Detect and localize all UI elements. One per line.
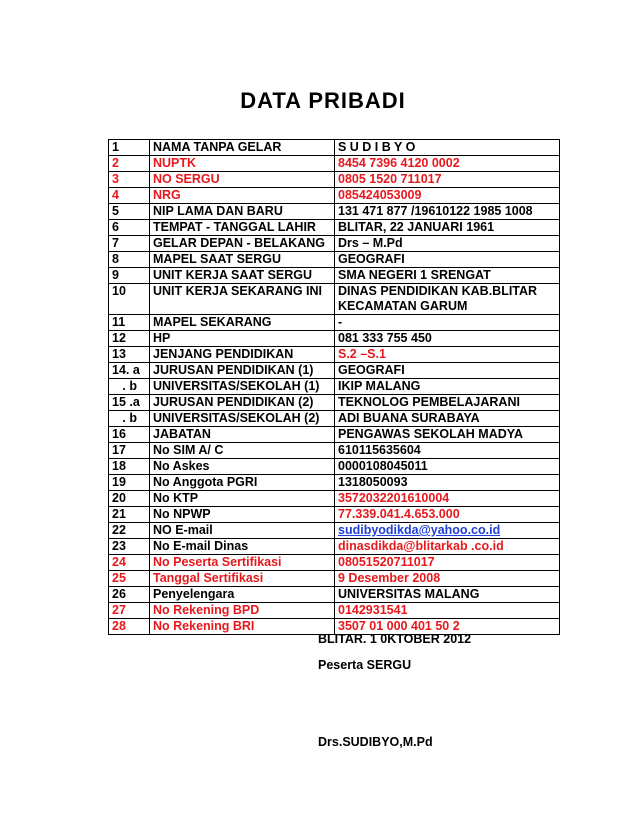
row-label: No Peserta Sertifikasi [150,555,335,571]
table-row [109,188,560,204]
row-value-line-2: KECAMATAN GARUM [338,299,468,313]
row-label: JURUSAN PENDIDIKAN (2) [150,395,335,411]
row-label: UNIVERSITAS/SEKOLAH (2) [150,411,335,427]
personal-data-table [108,139,560,635]
signature-role: Peserta SERGU [318,658,412,672]
row-number: 27 [109,603,150,619]
row-number: 5 [109,204,150,220]
row-value: S U D I B Y O [335,140,560,156]
row-label: No NPWP [150,507,335,523]
table-row [109,156,560,172]
row-label: HP [150,331,335,347]
table-row [109,507,560,523]
row-label: UNIVERSITAS/SEKOLAH (1) [150,379,335,395]
row-number: 1 [109,140,150,156]
table-row [109,603,560,619]
row-number: . b [109,411,150,427]
row-number: 18 [109,459,150,475]
row-label: GELAR DEPAN - BELAKANG [150,236,335,252]
row-number: 9 [109,268,150,284]
row-label: NRG [150,188,335,204]
table-row [109,252,560,268]
table-row [109,523,560,539]
row-number: 13 [109,347,150,363]
row-label: No Askes [150,459,335,475]
table-row [109,331,560,347]
table-row [109,555,560,571]
table-row [109,379,560,395]
row-value: 0142931541 [335,603,560,619]
row-number: . b [109,379,150,395]
row-number: 10 [109,284,150,315]
row-label: NAMA TANPA GELAR [150,140,335,156]
table-row [109,571,560,587]
row-value: PENGAWAS SEKOLAH MADYA [335,427,560,443]
row-label: NIP LAMA DAN BARU [150,204,335,220]
row-value: S.2 –S.1 [335,347,560,363]
row-value: 8454 7396 4120 0002 [335,156,560,172]
row-number: 7 [109,236,150,252]
row-value: Drs – M.Pd [335,236,560,252]
table-row [109,363,560,379]
row-number: 17 [109,443,150,459]
row-label: NO E-mail [150,523,335,539]
table-row [109,268,560,284]
row-label: MAPEL SAAT SERGU [150,252,335,268]
row-number: 28 [109,619,150,635]
row-number: 19 [109,475,150,491]
signature-place-date: BLITAR. 1 0KTOBER 2012 [318,632,472,646]
row-value: 1318050093 [335,475,560,491]
table-row [109,315,560,331]
table-row [109,459,560,475]
row-value: 610115635604 [335,443,560,459]
row-value: ADI BUANA SURABAYA [335,411,560,427]
table-row [109,284,560,315]
row-number: 21 [109,507,150,523]
row-number: 25 [109,571,150,587]
table-row [109,443,560,459]
row-value [335,284,560,315]
row-label: No KTP [150,491,335,507]
row-value: GEOGRAFI [335,252,560,268]
row-label: UNIT KERJA SAAT SERGU [150,268,335,284]
row-number: 24 [109,555,150,571]
row-label: UNIT KERJA SEKARANG INI [150,284,335,315]
row-value: UNIVERSITAS MALANG [335,587,560,603]
row-value: GEOGRAFI [335,363,560,379]
row-value: 085424053009 [335,188,560,204]
row-number: 22 [109,523,150,539]
row-number: 12 [109,331,150,347]
row-number: 16 [109,427,150,443]
row-value: 3507 01 000 401 50 2 [335,619,560,635]
row-value: 08051520711017 [335,555,560,571]
row-value: BLITAR, 22 JANUARI 1961 [335,220,560,236]
table-row [109,427,560,443]
table-row [109,347,560,363]
row-label: JABATAN [150,427,335,443]
row-value: 081 333 755 450 [335,331,560,347]
table-row [109,140,560,156]
table-row [109,172,560,188]
row-number: 20 [109,491,150,507]
row-label: Penyelengara [150,587,335,603]
row-label: No Rekening BRI [150,619,335,635]
row-value: 0805 1520 711017 [335,172,560,188]
row-number: 14. a [109,363,150,379]
signature-name: Drs.SUDIBYO,M.Pd [318,735,433,749]
row-label: NO SERGU [150,172,335,188]
row-label: No E-mail Dinas [150,539,335,555]
row-number: 3 [109,172,150,188]
email-link[interactable]: sudibyodikda@yahoo.co.id [335,523,560,539]
table-row [109,587,560,603]
row-value: 9 Desember 2008 [335,571,560,587]
table-row [109,475,560,491]
row-label: No SIM A/ C [150,443,335,459]
row-value: TEKNOLOG PEMBELAJARANI [335,395,560,411]
row-value-line-1: DINAS PENDIDIKAN KAB.BLITAR [338,284,538,298]
row-number: 15 .a [109,395,150,411]
row-number: 11 [109,315,150,331]
page-title: DATA PRIBADI [240,88,406,113]
row-label: No Anggota PGRI [150,475,335,491]
row-label: NUPTK [150,156,335,172]
row-label: TEMPAT - TANGGAL LAHIR [150,220,335,236]
table-row [109,204,560,220]
row-value: 3572032201610004 [335,491,560,507]
row-value: IKIP MALANG [335,379,560,395]
row-number: 23 [109,539,150,555]
row-label: JURUSAN PENDIDIKAN (1) [150,363,335,379]
table-row [109,491,560,507]
table-body [109,140,560,635]
table-row [109,236,560,252]
table-row [109,220,560,236]
row-label: Tanggal Sertifikasi [150,571,335,587]
row-value: - [335,315,560,331]
row-number: 6 [109,220,150,236]
row-value: 131 471 877 /19610122 1985 1008 [335,204,560,220]
row-value: dinasdikda@blitarkab .co.id [335,539,560,555]
row-number: 4 [109,188,150,204]
table-row [109,395,560,411]
row-value: SMA NEGERI 1 SRENGAT [335,268,560,284]
row-number: 26 [109,587,150,603]
table-row [109,411,560,427]
row-label: JENJANG PENDIDIKAN [150,347,335,363]
row-number: 8 [109,252,150,268]
table-row [109,539,560,555]
row-number: 2 [109,156,150,172]
row-label: No Rekening BPD [150,603,335,619]
row-label: MAPEL SEKARANG [150,315,335,331]
row-value: 77.339.041.4.653.000 [335,507,560,523]
row-value: 0000108045011 [335,459,560,475]
